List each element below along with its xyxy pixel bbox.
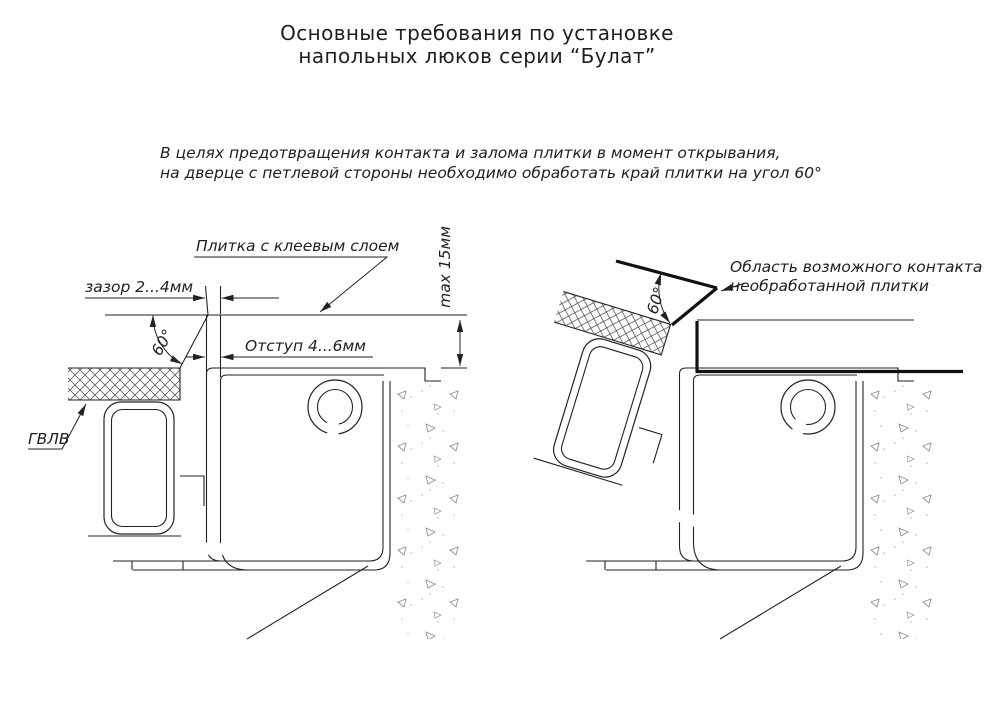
page-title-line2: напольных люков серии “Булат” <box>298 44 656 68</box>
max-thickness-label: max 15мм <box>436 226 454 308</box>
angle-label-right: 60° <box>643 284 670 317</box>
offset-dimension-label: Отступ 4...6мм <box>245 337 366 355</box>
note-line2: на дверце с петлевой стороны необходимо обработать край плитки на угол 60° <box>160 164 822 182</box>
tile-label: Плитка с клеевым слоем <box>196 237 400 255</box>
right-section-view <box>511 258 983 639</box>
note-line1: В целях предотвращения контакта и залома плитки в момент открывания, <box>160 144 781 162</box>
angle-label-left: 60° <box>148 326 178 359</box>
contact-area-label-line2: необработанной плитки <box>730 277 929 295</box>
contact-area-label-line1: Область возможного контакта <box>730 258 983 276</box>
gap-dimension-label: зазор 2...4мм <box>85 278 194 296</box>
page-title-line1: Основные требования по установке <box>280 21 674 45</box>
gvl-label: ГВЛВ <box>28 430 70 448</box>
left-section-view <box>28 226 467 639</box>
